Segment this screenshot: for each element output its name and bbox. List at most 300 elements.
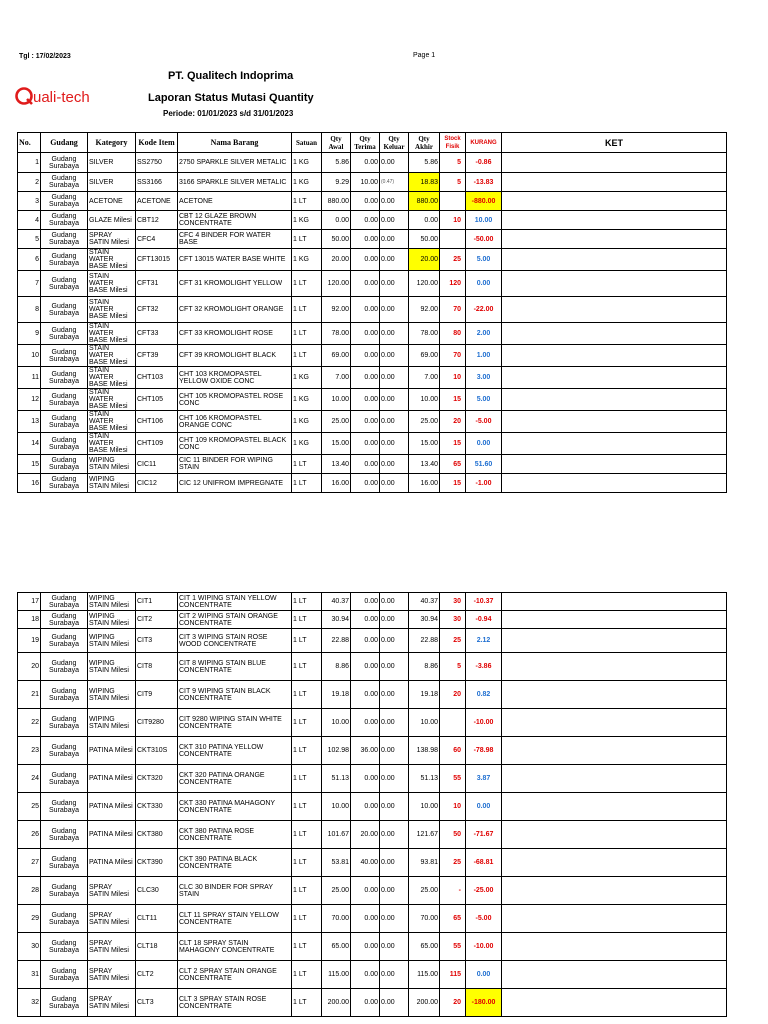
- row-kurang: 3.87: [466, 765, 502, 793]
- row-ket: [502, 323, 727, 345]
- row-nama: CHT 106 KROMOPASTEL ORANGE CONC: [178, 411, 292, 433]
- row-qty-awal: 50.00: [322, 230, 351, 249]
- row-qty-keluar: 0.00: [380, 411, 409, 433]
- row-kategory: STAIN WATER BASE Milesi: [88, 367, 136, 389]
- row-qty-terima: 0.00: [351, 905, 380, 933]
- row-gudang: Gudang Surabaya: [41, 367, 88, 389]
- row-kategory: SPRAY SATIN Milesi: [88, 905, 136, 933]
- row-satuan: 1 LT: [292, 737, 322, 765]
- row-qty-awal: 20.00: [322, 249, 351, 271]
- row-kurang: 0.00: [466, 271, 502, 297]
- row-qty-awal: 40.37: [322, 593, 351, 611]
- row-qty-keluar: 0.00: [380, 345, 409, 367]
- col-header-ket: KET: [502, 133, 727, 153]
- row-stock-fisik: 25: [440, 849, 466, 877]
- table-row: [18, 271, 727, 297]
- row-stock-fisik: 50: [440, 821, 466, 849]
- row-qty-awal: 880.00: [322, 192, 351, 211]
- row-no: 17: [18, 593, 41, 611]
- row-qty-akhir: 16.00: [409, 474, 440, 493]
- row-kategory: ACETONE: [88, 192, 136, 211]
- row-stock-fisik: 70: [440, 297, 466, 323]
- row-satuan: 1 LT: [292, 611, 322, 629]
- row-qty-akhir: 78.00: [409, 323, 440, 345]
- row-satuan: 1 LT: [292, 989, 322, 1017]
- row-kurang: -50.00: [466, 230, 502, 249]
- row-qty-akhir: 7.00: [409, 367, 440, 389]
- row-kode: CFT31: [136, 271, 178, 297]
- table-row: [18, 455, 727, 474]
- row-kurang: 0.00: [466, 793, 502, 821]
- row-qty-keluar: 0.00: [380, 611, 409, 629]
- row-gudang: Gudang Surabaya: [41, 411, 88, 433]
- table-row: [18, 877, 727, 905]
- row-qty-akhir: 25.00: [409, 877, 440, 905]
- row-kategory: GLAZE Milesi: [88, 211, 136, 230]
- row-ket: [502, 271, 727, 297]
- row-qty-keluar: 0.00: [380, 629, 409, 653]
- row-kategory: PATINA Milesi: [88, 849, 136, 877]
- row-kategory: SILVER: [88, 173, 136, 192]
- row-kurang: 10.00: [466, 211, 502, 230]
- row-no: 27: [18, 849, 41, 877]
- table-row: [18, 905, 727, 933]
- row-satuan: 1 KG: [292, 389, 322, 411]
- row-no: 3: [18, 192, 41, 211]
- row-kode: CBT12: [136, 211, 178, 230]
- row-qty-terima: 0.00: [351, 297, 380, 323]
- row-qty-keluar: 0.00: [380, 367, 409, 389]
- row-gudang: Gudang Surabaya: [41, 389, 88, 411]
- row-qty-akhir: 15.00: [409, 433, 440, 455]
- row-qty-keluar: 0.00: [380, 877, 409, 905]
- row-satuan: 1 LT: [292, 821, 322, 849]
- row-ket: [502, 345, 727, 367]
- row-qty-awal: 25.00: [322, 411, 351, 433]
- row-qty-awal: 53.81: [322, 849, 351, 877]
- row-kategory: PATINA Milesi: [88, 765, 136, 793]
- row-qty-terima: 0.00: [351, 433, 380, 455]
- row-kurang: -180.00: [466, 989, 502, 1017]
- row-stock-fisik: 20: [440, 989, 466, 1017]
- row-no: 12: [18, 389, 41, 411]
- row-stock-fisik: 5: [440, 653, 466, 681]
- row-kategory: WIPING STAIN Milesi: [88, 455, 136, 474]
- row-qty-akhir: 50.00: [409, 230, 440, 249]
- row-kurang: 51.60: [466, 455, 502, 474]
- row-ket: [502, 611, 727, 629]
- row-kategory: STAIN WATER BASE Milesi: [88, 323, 136, 345]
- row-kurang: -5.00: [466, 411, 502, 433]
- row-kode: CKT380: [136, 821, 178, 849]
- col-header-kode: Kode Item: [136, 133, 178, 153]
- row-kategory: STAIN WATER BASE Milesi: [88, 345, 136, 367]
- row-kode: CLC30: [136, 877, 178, 905]
- row-qty-terima: 0.00: [351, 629, 380, 653]
- row-qty-keluar: 0.00: [380, 249, 409, 271]
- row-satuan: 1 LT: [292, 323, 322, 345]
- row-stock-fisik: 10: [440, 793, 466, 821]
- row-qty-keluar: 0.00: [380, 389, 409, 411]
- row-kategory: STAIN WATER BASE Milesi: [88, 411, 136, 433]
- col-header-qty-akhir: Qty Akhir: [409, 133, 440, 153]
- row-kategory: STAIN WATER BASE Milesi: [88, 433, 136, 455]
- row-qty-akhir: 5.86: [409, 153, 440, 173]
- row-kurang: 5.00: [466, 389, 502, 411]
- company-name: PT. Qualitech Indoprima: [168, 70, 294, 82]
- row-nama: CLT 18 SPRAY STAIN MAHAGONY CONCENTRATE: [178, 933, 292, 961]
- table-row: [18, 611, 727, 629]
- row-nama: CKT 330 PATINA MAHAGONY CONCENTRATE: [178, 793, 292, 821]
- row-kode: CIT9280: [136, 709, 178, 737]
- row-qty-awal: 5.86: [322, 153, 351, 173]
- row-gudang: Gudang Surabaya: [41, 681, 88, 709]
- row-kategory: WIPING STAIN Milesi: [88, 681, 136, 709]
- row-qty-akhir: 51.13: [409, 765, 440, 793]
- row-qty-awal: 69.00: [322, 345, 351, 367]
- row-qty-awal: 13.40: [322, 455, 351, 474]
- row-ket: [502, 297, 727, 323]
- row-satuan: 1 KG: [292, 153, 322, 173]
- row-gudang: Gudang Surabaya: [41, 821, 88, 849]
- row-nama: 2750 SPARKLE SILVER METALIC: [178, 153, 292, 173]
- row-satuan: 1 KG: [292, 433, 322, 455]
- mutation-table-top: [17, 132, 727, 493]
- row-qty-terima: 0.00: [351, 389, 380, 411]
- row-qty-akhir: 70.00: [409, 905, 440, 933]
- row-nama: CIT 2 WIPING STAIN ORANGE CONCENTRATE: [178, 611, 292, 629]
- row-stock-fisik: 10: [440, 367, 466, 389]
- row-qty-terima: 0.00: [351, 249, 380, 271]
- row-no: 18: [18, 611, 41, 629]
- row-qty-akhir: 0.00: [409, 211, 440, 230]
- row-kurang: -10.00: [466, 933, 502, 961]
- row-ket: [502, 793, 727, 821]
- row-qty-terima: 0.00: [351, 709, 380, 737]
- row-qty-keluar: 0.00: [380, 821, 409, 849]
- row-qty-akhir: 10.00: [409, 389, 440, 411]
- row-gudang: Gudang Surabaya: [41, 271, 88, 297]
- row-gudang: Gudang Surabaya: [41, 793, 88, 821]
- row-qty-terima: 0.00: [351, 271, 380, 297]
- row-kurang: -71.67: [466, 821, 502, 849]
- row-qty-akhir: 22.88: [409, 629, 440, 653]
- row-nama: ACETONE: [178, 192, 292, 211]
- row-qty-awal: 65.00: [322, 933, 351, 961]
- row-kurang: -10.00: [466, 709, 502, 737]
- row-nama: CLT 11 SPRAY STAIN YELLOW CONCENTRATE: [178, 905, 292, 933]
- table-row: [18, 433, 727, 455]
- row-no: 32: [18, 989, 41, 1017]
- row-kurang: 1.00: [466, 345, 502, 367]
- row-ket: [502, 474, 727, 493]
- row-gudang: Gudang Surabaya: [41, 173, 88, 192]
- row-gudang: Gudang Surabaya: [41, 230, 88, 249]
- row-stock-fisik: 65: [440, 455, 466, 474]
- row-kode: CFT33: [136, 323, 178, 345]
- row-qty-keluar: 0.00: [380, 737, 409, 765]
- row-stock-fisik: 60: [440, 737, 466, 765]
- row-ket: [502, 211, 727, 230]
- table-row: [18, 629, 727, 653]
- row-kategory: PATINA Milesi: [88, 737, 136, 765]
- row-qty-terima: 10.00: [351, 173, 380, 192]
- table-row: [18, 593, 727, 611]
- row-kurang: -78.98: [466, 737, 502, 765]
- row-qty-terima: 0.00: [351, 345, 380, 367]
- row-gudang: Gudang Surabaya: [41, 433, 88, 455]
- row-stock-fisik: 65: [440, 905, 466, 933]
- row-ket: [502, 681, 727, 709]
- row-qty-terima: 0.00: [351, 653, 380, 681]
- row-kurang: 2.12: [466, 629, 502, 653]
- row-no: 31: [18, 961, 41, 989]
- row-qty-terima: 0.00: [351, 793, 380, 821]
- row-kurang: -13.83: [466, 173, 502, 192]
- table-row: [18, 367, 727, 389]
- row-kode: SS2750: [136, 153, 178, 173]
- row-no: 20: [18, 653, 41, 681]
- row-satuan: 1 LT: [292, 653, 322, 681]
- row-stock-fisik: 15: [440, 389, 466, 411]
- row-stock-fisik: 25: [440, 249, 466, 271]
- row-kategory: WIPING STAIN Milesi: [88, 611, 136, 629]
- row-qty-awal: 16.00: [322, 474, 351, 493]
- row-kategory: WIPING STAIN Milesi: [88, 653, 136, 681]
- col-header-no: No.: [18, 133, 41, 153]
- table-row: [18, 389, 727, 411]
- row-stock-fisik: [440, 230, 466, 249]
- row-satuan: 1 LT: [292, 593, 322, 611]
- row-kode: CKT310S: [136, 737, 178, 765]
- row-qty-terima: 0.00: [351, 474, 380, 493]
- row-qty-terima: 0.00: [351, 367, 380, 389]
- row-kurang: 5.00: [466, 249, 502, 271]
- row-kurang: 2.00: [466, 323, 502, 345]
- row-qty-akhir: 10.00: [409, 793, 440, 821]
- row-kode: CHT109: [136, 433, 178, 455]
- row-ket: [502, 173, 727, 192]
- row-satuan: 1 LT: [292, 345, 322, 367]
- row-stock-fisik: 55: [440, 765, 466, 793]
- row-gudang: Gudang Surabaya: [41, 249, 88, 271]
- row-qty-awal: 120.00: [322, 271, 351, 297]
- row-gudang: Gudang Surabaya: [41, 989, 88, 1017]
- row-kurang: -3.86: [466, 653, 502, 681]
- row-kode: CHT106: [136, 411, 178, 433]
- table-row: [18, 821, 727, 849]
- row-kurang: -0.94: [466, 611, 502, 629]
- row-stock-fisik: 5: [440, 153, 466, 173]
- row-stock-fisik: -: [440, 877, 466, 905]
- row-kurang: -880.00: [466, 192, 502, 211]
- row-qty-terima: 0.00: [351, 877, 380, 905]
- row-gudang: Gudang Surabaya: [41, 593, 88, 611]
- row-ket: [502, 737, 727, 765]
- row-ket: [502, 849, 727, 877]
- row-kode: CIT8: [136, 653, 178, 681]
- row-qty-awal: 102.98: [322, 737, 351, 765]
- row-nama: CHT 103 KROMOPASTEL YELLOW OXIDE CONC: [178, 367, 292, 389]
- row-qty-terima: 40.00: [351, 849, 380, 877]
- table-row: [18, 474, 727, 493]
- row-kurang: -0.86: [466, 153, 502, 173]
- row-no: 16: [18, 474, 41, 493]
- row-qty-keluar: 0.00: [380, 933, 409, 961]
- row-gudang: Gudang Surabaya: [41, 765, 88, 793]
- row-qty-terima: 20.00: [351, 821, 380, 849]
- row-kategory: STAIN WATER BASE Milesi: [88, 249, 136, 271]
- row-gudang: Gudang Surabaya: [41, 611, 88, 629]
- row-no: 28: [18, 877, 41, 905]
- table-row: [18, 211, 727, 230]
- row-nama: CKT 380 PATINA ROSE CONCENTRATE: [178, 821, 292, 849]
- row-gudang: Gudang Surabaya: [41, 211, 88, 230]
- row-kategory: STAIN WATER BASE Milesi: [88, 389, 136, 411]
- row-kategory: SPRAY SATIN Milesi: [88, 989, 136, 1017]
- table-row: [18, 849, 727, 877]
- table-row: [18, 323, 727, 345]
- row-qty-awal: 10.00: [322, 389, 351, 411]
- col-header-qty-terima: Qty Terima: [351, 133, 380, 153]
- table-row: [18, 173, 727, 192]
- row-qty-terima: 0.00: [351, 593, 380, 611]
- row-kode: CLT3: [136, 989, 178, 1017]
- row-qty-keluar: 0.00: [380, 765, 409, 793]
- row-ket: [502, 230, 727, 249]
- row-qty-keluar: 0.00: [380, 474, 409, 493]
- row-satuan: 1 LT: [292, 961, 322, 989]
- row-qty-akhir: 880.00: [409, 192, 440, 211]
- row-qty-awal: 115.00: [322, 961, 351, 989]
- row-satuan: 1 KG: [292, 411, 322, 433]
- row-nama: CLT 3 SPRAY STAIN ROSE CONCENTRATE: [178, 989, 292, 1017]
- row-stock-fisik: 80: [440, 323, 466, 345]
- row-kode: CKT320: [136, 765, 178, 793]
- row-satuan: 1 LT: [292, 629, 322, 653]
- row-kategory: WIPING STAIN Milesi: [88, 709, 136, 737]
- row-qty-keluar: 0.00: [380, 905, 409, 933]
- row-kurang: -10.37: [466, 593, 502, 611]
- row-qty-akhir: 200.00: [409, 989, 440, 1017]
- row-ket: [502, 411, 727, 433]
- row-qty-awal: 92.00: [322, 297, 351, 323]
- row-gudang: Gudang Surabaya: [41, 297, 88, 323]
- row-stock-fisik: 20: [440, 411, 466, 433]
- row-no: 26: [18, 821, 41, 849]
- row-qty-keluar: 0.00: [380, 681, 409, 709]
- row-kode: CHT105: [136, 389, 178, 411]
- row-satuan: 1 LT: [292, 681, 322, 709]
- row-nama: CIT 1 WIPING STAIN YELLOW CONCENTRATE: [178, 593, 292, 611]
- row-kategory: STAIN WATER BASE Milesi: [88, 271, 136, 297]
- row-qty-keluar: 0.00: [380, 323, 409, 345]
- row-no: 10: [18, 345, 41, 367]
- row-qty-awal: 10.00: [322, 709, 351, 737]
- row-qty-keluar: 0.00: [380, 297, 409, 323]
- row-no: 15: [18, 455, 41, 474]
- row-qty-akhir: 10.00: [409, 709, 440, 737]
- row-ket: [502, 367, 727, 389]
- row-qty-keluar: 0.00: [380, 433, 409, 455]
- row-kode: CIT2: [136, 611, 178, 629]
- row-satuan: 1 LT: [292, 877, 322, 905]
- mutation-table-bottom: [17, 592, 727, 1017]
- row-kategory: WIPING STAIN Milesi: [88, 593, 136, 611]
- table-row: [18, 737, 727, 765]
- table-row: [18, 793, 727, 821]
- row-no: 2: [18, 173, 41, 192]
- row-qty-terima: 0.00: [351, 933, 380, 961]
- row-qty-akhir: 69.00: [409, 345, 440, 367]
- row-qty-awal: 51.13: [322, 765, 351, 793]
- row-kode: CHT103: [136, 367, 178, 389]
- row-qty-akhir: 30.94: [409, 611, 440, 629]
- row-no: 24: [18, 765, 41, 793]
- row-satuan: 1 LT: [292, 765, 322, 793]
- row-ket: [502, 933, 727, 961]
- row-ket: [502, 765, 727, 793]
- row-qty-terima: 0.00: [351, 230, 380, 249]
- row-satuan: 1 KG: [292, 173, 322, 192]
- row-kurang: -68.81: [466, 849, 502, 877]
- row-kategory: SPRAY SATIN Milesi: [88, 230, 136, 249]
- row-no: 29: [18, 905, 41, 933]
- col-header-kategory: Kategory: [88, 133, 136, 153]
- table-row: [18, 989, 727, 1017]
- row-no: 11: [18, 367, 41, 389]
- row-nama: CFT 31 KROMOLIGHT YELLOW: [178, 271, 292, 297]
- row-gudang: Gudang Surabaya: [41, 192, 88, 211]
- row-no: 6: [18, 249, 41, 271]
- row-gudang: Gudang Surabaya: [41, 709, 88, 737]
- table-row: [18, 153, 727, 173]
- row-kurang: 0.82: [466, 681, 502, 709]
- row-nama: 3166 SPARKLE SILVER METALIC: [178, 173, 292, 192]
- row-gudang: Gudang Surabaya: [41, 849, 88, 877]
- row-qty-keluar: 0.00: [380, 455, 409, 474]
- page-number: Page 1: [413, 52, 436, 59]
- row-gudang: Gudang Surabaya: [41, 323, 88, 345]
- row-qty-akhir: 121.67: [409, 821, 440, 849]
- row-ket: [502, 629, 727, 653]
- row-kode: CLT11: [136, 905, 178, 933]
- row-stock-fisik: 5: [440, 173, 466, 192]
- row-qty-akhir: 19.18: [409, 681, 440, 709]
- table-row: [18, 249, 727, 271]
- row-nama: CIC 11 BINDER FOR WIPING STAIN: [178, 455, 292, 474]
- row-nama: CFT 39 KROMOLIGHT BLACK: [178, 345, 292, 367]
- row-gudang: Gudang Surabaya: [41, 474, 88, 493]
- table-row: [18, 653, 727, 681]
- row-gudang: Gudang Surabaya: [41, 737, 88, 765]
- row-qty-akhir: 138.98: [409, 737, 440, 765]
- row-qty-awal: 101.67: [322, 821, 351, 849]
- row-gudang: Gudang Surabaya: [41, 961, 88, 989]
- row-nama: CIT 9 WIPING STAIN BLACK CONCENTRATE: [178, 681, 292, 709]
- print-date: Tgl : 17/02/2023: [19, 53, 71, 60]
- row-stock-fisik: 115: [440, 961, 466, 989]
- qualitech-logo-icon: [15, 85, 95, 107]
- row-stock-fisik: 70: [440, 345, 466, 367]
- row-qty-akhir: 25.00: [409, 411, 440, 433]
- row-ket: [502, 389, 727, 411]
- row-stock-fisik: 15: [440, 433, 466, 455]
- row-satuan: 1 LT: [292, 455, 322, 474]
- row-kode: CKT390: [136, 849, 178, 877]
- row-qty-awal: 10.00: [322, 793, 351, 821]
- row-nama: CHT 105 KROMOPASTEL ROSE CONC: [178, 389, 292, 411]
